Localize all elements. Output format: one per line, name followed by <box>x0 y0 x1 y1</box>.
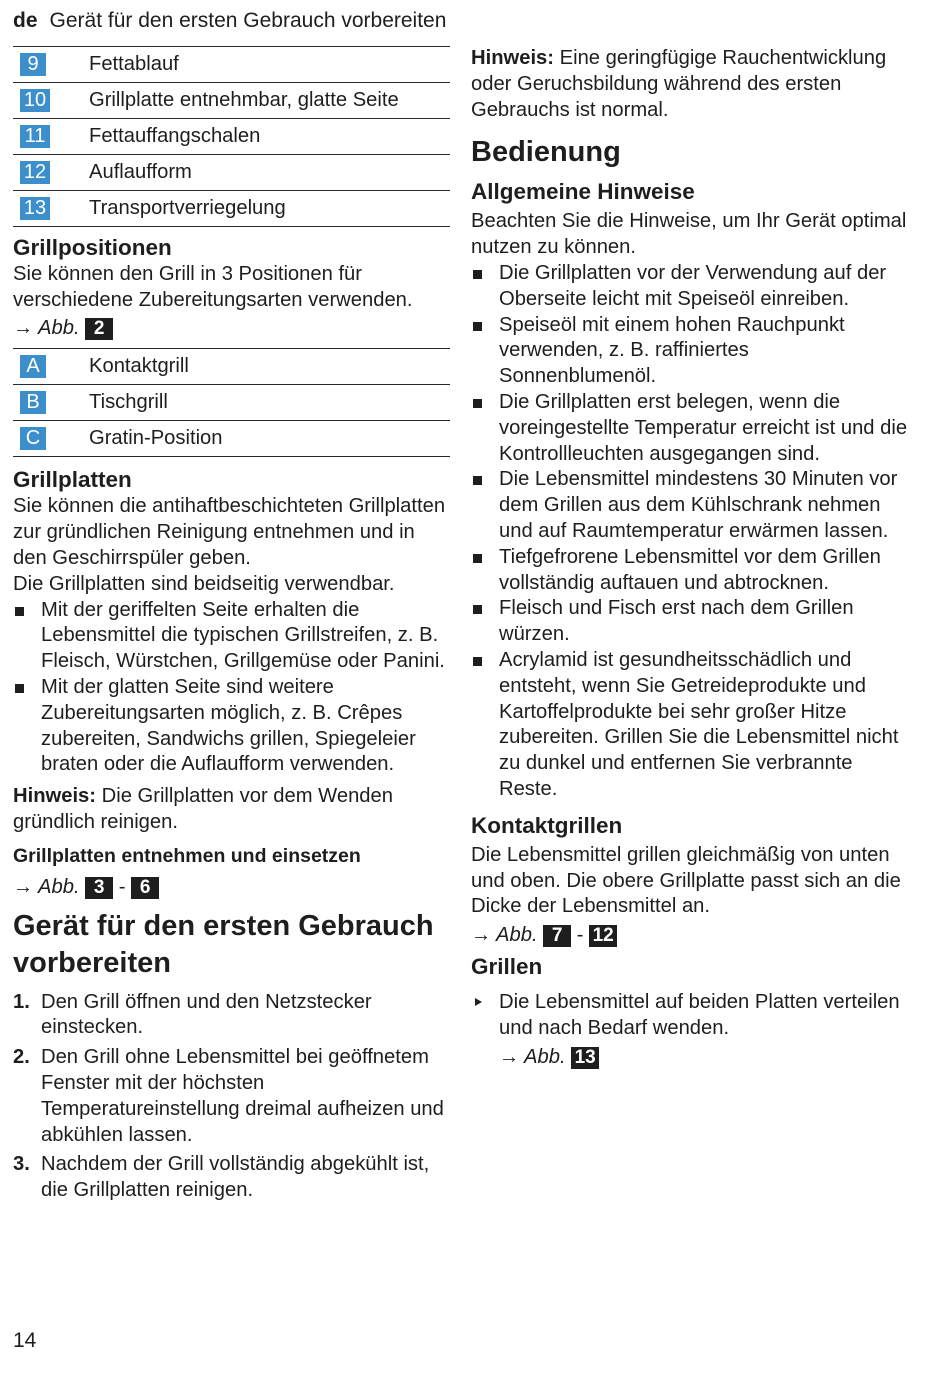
parts-table <box>13 46 450 227</box>
grillplatten-text: Sie können die antihaftbeschichteten Grillplatten zur gründlichen Reinigung entnehmen und in den Geschirrspüler geben. <box>13 495 446 569</box>
grillpositionen-heading: Grillpositionen <box>13 235 172 260</box>
header-title: Gerät für den ersten Gebrauch vorbereiten <box>49 9 447 32</box>
allgemeine-text: Beachten Sie die Hinweise, um Ihr Gerät optimal nutzen zu können. <box>471 210 907 259</box>
position-key-badge: A <box>20 355 46 378</box>
step-text: Nachdem der Grill vollständig abgekühlt ist, die Grillplatten reinigen. <box>41 1153 430 1202</box>
grillen-figref <box>499 1045 599 1071</box>
table-row <box>13 349 450 385</box>
figure-reference-label: → Abb. <box>499 1045 566 1068</box>
vorbereiten-steps <box>13 990 450 1204</box>
first-use-note <box>471 46 911 123</box>
figure-number-badge: 3 <box>85 877 113 899</box>
part-label: Transportverriegelung <box>89 191 450 227</box>
note-text: Eine geringfügige Rauchentwicklung oder Geruchsbildung während des ersten Gebrauchs ist normal. <box>471 47 887 121</box>
list-item <box>13 1045 450 1148</box>
figure-number-badge: 13 <box>571 1047 599 1069</box>
table-row <box>13 421 450 457</box>
entnehmen-heading: Grillplatten entnehmen und einsetzen <box>13 844 361 867</box>
list-item <box>13 1152 450 1204</box>
list-item: Mit der geriffelten Seite erhalten die Lebensmittel die typischen Grillstreifen, z. B. Fleisch, Würstchen, Grillgemüse oder Panini. <box>13 598 450 675</box>
position-label: Tischgrill <box>89 385 450 421</box>
table-row <box>13 155 450 191</box>
right-column <box>471 46 911 1070</box>
note-text: Die Grillplatten vor dem Wenden gründlich reinigen. <box>13 785 393 833</box>
figure-reference-label: → Abb. <box>13 875 80 898</box>
heading-line: Gerät für den ersten Gebrauch <box>13 909 434 942</box>
part-key-badge: 11 <box>20 125 50 148</box>
list-item: Die Grillplatten vor der Verwendung auf der Oberseite leicht mit Speiseöl einreiben. <box>471 261 911 313</box>
allgemeine-heading: Allgemeine Hinweise <box>471 179 695 205</box>
list-item: Mit der glatten Seite sind weitere Zubereitungsarten möglich, z. B. Crêpes zubereiten, Sandwichs grillen, Spiegeleier braten oder die Auflaufform verwenden. <box>13 675 450 778</box>
list-item <box>471 990 911 1070</box>
list-item: Fleisch und Fisch erst nach dem Grillen würzen. <box>471 596 911 648</box>
running-header <box>13 7 446 35</box>
list-item: Tiefgefrorene Lebensmittel vor dem Grillen vollständig auftauen und abtrocknen. <box>471 545 911 597</box>
figure-number-badge: 2 <box>85 318 113 340</box>
part-key-badge: 13 <box>20 197 50 220</box>
heading-line: vorbereiten <box>13 946 171 979</box>
bedienung-heading: Bedienung <box>471 136 621 169</box>
grillpositionen-text: Sie können den Grill in 3 Positionen für verschiedene Zubereitungsarten verwenden. <box>13 263 413 311</box>
grillen-steps <box>471 990 911 1070</box>
part-key-badge: 10 <box>20 89 50 112</box>
figure-range-separator: - <box>576 924 584 947</box>
part-label: Grillplatte entnehmbar, glatte Seite <box>89 83 450 119</box>
position-key-badge: C <box>20 427 46 450</box>
note-label: Hinweis: <box>13 785 97 808</box>
part-label: Fettablauf <box>89 47 450 83</box>
grillplatten-text-2: Die Grillplatten sind beidseitig verwendbar. <box>13 572 395 595</box>
part-key-badge: 12 <box>20 161 50 184</box>
table-row <box>13 191 450 227</box>
list-item: Die Lebensmittel mindestens 30 Minuten vor dem Grillen aus dem Kühlschrank nehmen und auf Raumtemperatur erwärmen lassen. <box>471 467 911 544</box>
kontaktgrillen-heading: Kontaktgrillen <box>471 812 623 838</box>
grillplatten-heading: Grillplatten <box>13 467 132 493</box>
figure-number-badge: 7 <box>543 925 571 947</box>
list-item: Die Grillplatten erst belegen, wenn die voreingestellte Temperatur erreicht ist und die Kontrollleuchten ausgegangen sind. <box>471 390 911 467</box>
grillpositionen-figref <box>13 316 450 342</box>
step-text: Den Grill öffnen und den Netzstecker einstecken. <box>41 990 372 1039</box>
table-row <box>13 83 450 119</box>
figure-range-separator: - <box>118 875 126 898</box>
figure-number-badge: 12 <box>589 925 617 947</box>
step-number: 3. <box>13 1153 30 1176</box>
entnehmen-figref <box>13 875 450 901</box>
note-label: Hinweis: <box>471 47 555 69</box>
figure-reference-label: → Abb. <box>13 316 80 339</box>
step-number: 2. <box>13 1046 30 1069</box>
part-label: Fettauffangschalen <box>89 119 450 155</box>
figure-reference-label: → Abb. <box>471 924 538 947</box>
figure-number-badge: 6 <box>131 877 159 899</box>
kontaktgrillen-figref <box>471 923 911 949</box>
position-label: Gratin-Position <box>89 421 450 457</box>
position-key-badge: B <box>20 391 46 414</box>
left-column <box>13 46 450 1204</box>
table-row <box>13 385 450 421</box>
part-label: Auflaufform <box>89 155 450 191</box>
positions-table <box>13 348 450 457</box>
step-text: Den Grill ohne Lebensmittel bei geöffnetem Fenster mit der höchsten Temperatureinstellung dreimal aufheizen und abkühlen lassen. <box>41 1046 444 1146</box>
table-row <box>13 119 450 155</box>
allgemeine-bullet-list <box>471 261 911 803</box>
page-number: 14 <box>13 1329 37 1352</box>
list-item: Acrylamid ist gesundheitsschädlich und entsteht, wenn Sie Getreideprodukte und Kartoffelprodukte bei sehr großer Hitze zubereiten. Grillen Sie die Lebensmittel nicht zu dunkel und entfernen Sie verbrannte Reste. <box>471 648 911 803</box>
grillplatten-bullet-list <box>13 598 450 779</box>
step-text: Die Lebensmittel auf beiden Platten verteilen und nach Bedarf wenden. <box>499 990 900 1039</box>
language-label: de <box>13 9 38 32</box>
vorbereiten-heading <box>13 908 450 982</box>
list-item: Speiseöl mit einem hohen Rauchpunkt verwenden, z. B. raffiniertes Sonnenblumenöl. <box>471 313 911 390</box>
grillen-heading: Grillen <box>471 953 543 979</box>
kontaktgrillen-text: Die Lebensmittel grillen gleichmäßig von unten und oben. Die obere Grillplatte passt sich an die Dicke der Lebensmittel an. <box>471 843 901 918</box>
list-item <box>13 990 450 1042</box>
grillplatten-note <box>13 784 450 836</box>
step-number: 1. <box>13 990 30 1013</box>
table-row <box>13 47 450 83</box>
position-label: Kontaktgrill <box>89 349 450 385</box>
part-key-badge: 9 <box>20 53 46 76</box>
